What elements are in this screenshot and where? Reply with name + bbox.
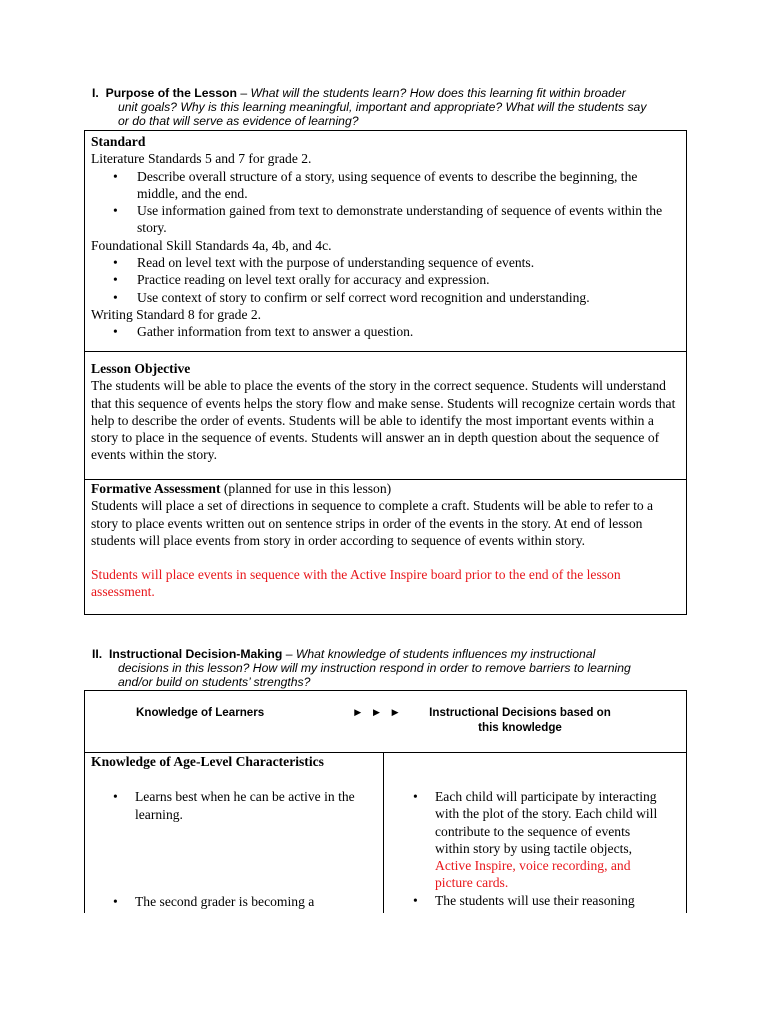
list-item: • Use information gained from text to demonstrate understanding of sequence of events within the story. bbox=[91, 202, 680, 237]
instructional-table-body bbox=[85, 753, 686, 913]
list-item: • The students will use their reasoning bbox=[385, 892, 686, 909]
instructional-table bbox=[84, 690, 687, 913]
section-2-heading: II. Instructional Decision-Making – What knowledge of students influences my instructional decisions in this lesson? How will my instruction respond in order to remove barriers to learning and/or build on students’ strengths? bbox=[92, 647, 692, 689]
assessment-heading: Formative Assessment bbox=[91, 481, 221, 496]
foundational-standards: Foundational Skill Standards 4a, 4b, and 4c. bbox=[91, 237, 332, 253]
assessment-heading-note: (planned for use in this lesson) bbox=[220, 481, 392, 496]
section-2-question-line2: decisions in this lesson? How will my instruction respond in order to remove barriers to learning bbox=[118, 661, 631, 675]
section-1-heading: I. Purpose of the Lesson – What will the students learn? How does this learning fit within broader unit goals? Why is this learning meaningful, important and appropriate? What will the students say or do that will serve as evidence of learning? bbox=[92, 86, 692, 128]
list-item: • Read on level text with the purpose of understanding sequence of events. bbox=[91, 254, 680, 271]
objective-text: The students will be able to place the events of the story in the correct sequence. Students will understand that this sequence of events helps the story flow and make sense. Students will recognize certain words that help to describe the order of events. Students will be able to identify the most important events within a story to place in the sequence of events. Students will answer an in depth question about the sequence of events within the story. bbox=[91, 378, 676, 463]
section-2-number: II. bbox=[92, 647, 103, 661]
assessment-text: Students will place a set of directions in sequence to complete a craft. Students will be able to refer to a story to place events written out on sentence strips in order of the events in the story. At end of lesson students will place events from story in order according to sequence of events within story. bbox=[91, 498, 654, 548]
list-item: • The second grader is becoming a bbox=[85, 893, 383, 910]
knowledge-of-learners-header: Knowledge of Learners bbox=[136, 706, 265, 719]
list-item: • Practice reading on level text orally for accuracy and expression. bbox=[91, 271, 680, 288]
section-1-question-line3: or do that will serve as evidence of learning? bbox=[118, 114, 359, 128]
age-level-heading: Knowledge of Age-Level Characteristics bbox=[91, 754, 324, 769]
list-item: • Each child will participate by interacting with the plot of the story. Each child will contribute to the sequence of events within story by using tactile objects, Active Inspire, voice recording, and picture cards. bbox=[385, 788, 686, 892]
section-1-question-line2: unit goals? Why is this learning meaningful, important and appropriate? What will the students say bbox=[118, 100, 647, 114]
list-item: • Use context of story to confirm or self correct word recognition and understanding. bbox=[91, 289, 680, 306]
list-item: • Describe overall structure of a story, using sequence of events to describe the beginning, the middle, and the end. bbox=[91, 168, 680, 203]
literature-bullets bbox=[91, 168, 680, 237]
writing-bullets bbox=[91, 323, 680, 340]
assessment-cell bbox=[85, 480, 686, 615]
section-1-question: What will the students learn? How does this learning fit within broader bbox=[250, 86, 626, 100]
knowledge-column bbox=[85, 753, 384, 913]
objective-heading: Lesson Objective bbox=[91, 361, 191, 376]
section-2-question-line3: and/or build on students’ strengths? bbox=[118, 675, 311, 689]
list-item: • Learns best when he can be active in the learning. bbox=[85, 788, 383, 823]
literature-standards: Literature Standards 5 and 7 for grade 2. bbox=[91, 151, 312, 167]
section-2-title: Instructional Decision-Making bbox=[108, 647, 283, 661]
writing-standards: Writing Standard 8 for grade 2. bbox=[91, 306, 262, 322]
objective-cell bbox=[85, 352, 686, 480]
section-2-question: What knowledge of students influences my instructional bbox=[295, 647, 596, 661]
section-1-number: I. bbox=[92, 86, 99, 100]
section-1-title: Purpose of the Lesson bbox=[105, 86, 237, 100]
standard-cell bbox=[85, 131, 686, 352]
instructional-decisions-header: Instructional Decisions based on this knowledge bbox=[429, 706, 611, 734]
arrows-icon: ► ► ► bbox=[352, 706, 403, 719]
purpose-table bbox=[84, 130, 687, 615]
standard-heading: Standard bbox=[91, 134, 146, 149]
decisions-column bbox=[385, 753, 686, 913]
instructional-table-header bbox=[85, 691, 686, 753]
list-item: • Gather information from text to answer a question. bbox=[91, 323, 680, 340]
foundational-bullets bbox=[91, 254, 680, 306]
assessment-red-text: Students will place events in sequence with the Active Inspire board prior to the end of the lesson assessment. bbox=[91, 567, 621, 600]
